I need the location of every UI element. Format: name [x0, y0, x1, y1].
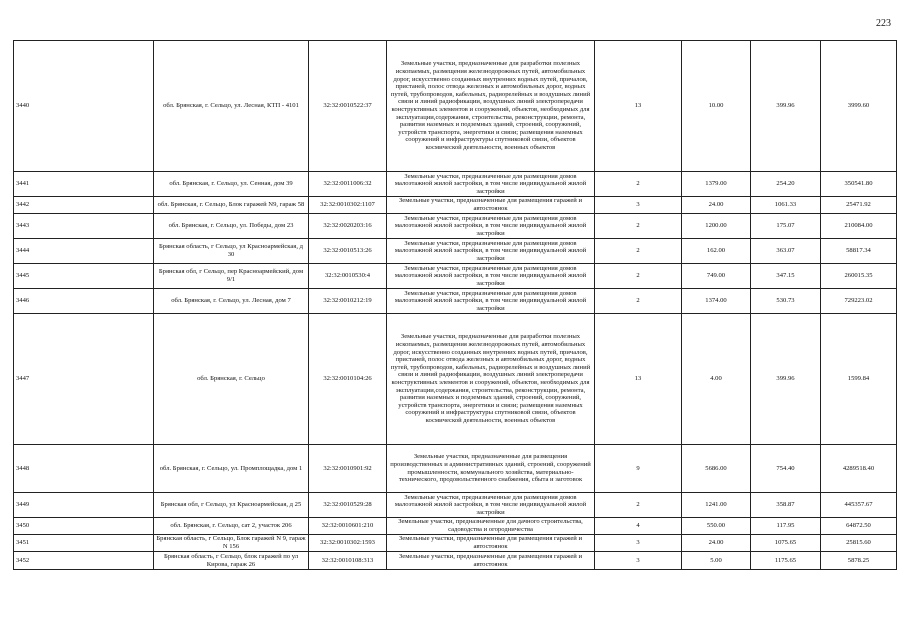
area-cell: 162.00 — [682, 239, 751, 264]
row-number-cell: 3443 — [14, 214, 154, 239]
address-cell: обл. Брянская, г. Сельцо, ул. Сенная, дом 39 — [154, 172, 309, 197]
cadastral-number-cell: 32:32:0011006:32 — [309, 172, 387, 197]
area-cell: 4.00 — [682, 314, 751, 445]
cadastral-number-cell: 32:32:0010108:313 — [309, 552, 387, 570]
value-cell: 25471.92 — [821, 197, 897, 214]
category-cell: 2 — [595, 239, 682, 264]
row-number-cell: 3448 — [14, 445, 154, 493]
area-cell: 1379.00 — [682, 172, 751, 197]
cadastral-number-cell: 32:32:0010601:210 — [309, 518, 387, 535]
rate-cell: 1075.65 — [751, 535, 821, 552]
category-cell: 2 — [595, 493, 682, 518]
table-row — [14, 445, 897, 493]
permitted-use-cell: Земельные участки, предназначенные для размещения гаражей и автостоянок — [387, 197, 595, 214]
address-cell: обл. Брянская, г. Сельцо, ул. Промплощадка, дом 1 — [154, 445, 309, 493]
value-cell: 1599.84 — [821, 314, 897, 445]
category-cell: 13 — [595, 41, 682, 172]
value-cell: 25815.60 — [821, 535, 897, 552]
rate-cell: 254.20 — [751, 172, 821, 197]
cadastral-number-cell: 32:32:0010104:26 — [309, 314, 387, 445]
category-cell: 3 — [595, 197, 682, 214]
rate-cell: 399.96 — [751, 314, 821, 445]
table-row — [14, 535, 897, 552]
permitted-use-cell: Земельные участки, предназначенные для размещения домов малоэтажной жилой застройки, в том числе индивидуальной жилой застройки — [387, 172, 595, 197]
rate-cell: 1175.65 — [751, 552, 821, 570]
table-row — [14, 264, 897, 289]
rate-cell: 363.07 — [751, 239, 821, 264]
row-number-cell: 3452 — [14, 552, 154, 570]
value-cell: 3999.60 — [821, 41, 897, 172]
cadastral-number-cell: 32:32:0010901:92 — [309, 445, 387, 493]
address-cell: обл. Брянская, г. Сельцо — [154, 314, 309, 445]
row-number-cell: 3445 — [14, 264, 154, 289]
row-number-cell: 3440 — [14, 41, 154, 172]
table-row — [14, 172, 897, 197]
address-cell: Брянская обл, г Сельцо, ул Красноармейская, д 25 — [154, 493, 309, 518]
value-cell: 4289518.40 — [821, 445, 897, 493]
permitted-use-cell: Земельные участки, предназначенные для размещения домов малоэтажной жилой застройки, в том числе индивидуальной жилой застройки — [387, 289, 595, 314]
row-number-cell: 3444 — [14, 239, 154, 264]
permitted-use-cell: Земельные участки, предназначенные для размещения домов малоэтажной жилой застройки, в том числе индивидуальной жилой застройки — [387, 264, 595, 289]
address-cell: обл. Брянская, г. Сельцо, сат 2, участок 206 — [154, 518, 309, 535]
table-row — [14, 289, 897, 314]
table-row — [14, 239, 897, 264]
value-cell: 64872.50 — [821, 518, 897, 535]
address-cell: обл. Брянская, г. Сельцо, ул. Победы, дом 23 — [154, 214, 309, 239]
value-cell: 5878.25 — [821, 552, 897, 570]
permitted-use-cell: Земельные участки, предназначенные для размещения домов малоэтажной жилой застройки, в том числе индивидуальной жилой застройки — [387, 214, 595, 239]
row-number-cell: 3451 — [14, 535, 154, 552]
register-table — [13, 40, 897, 570]
permitted-use-cell: Земельные участки, предназначенные для размещения производственных и административных зданий, строений, сооружений промышленности, коммунального хозяйства, материально-технического, продовольственного снабжения, сбыта и заготовок — [387, 445, 595, 493]
permitted-use-cell: Земельные участки, предназначенные для дачного строительства, садоводства и огородничества — [387, 518, 595, 535]
cadastral-number-cell: 32:32:0010302:1593 — [309, 535, 387, 552]
address-cell: Брянская обл, г Сельцо, пер Красноармейский, дом 9/1 — [154, 264, 309, 289]
category-cell: 3 — [595, 552, 682, 570]
row-number-cell: 3442 — [14, 197, 154, 214]
permitted-use-cell: Земельные участки, предназначенные для разработки полезных ископаемых, размещения железнодорожных путей, автомобильных дорог, искусственно созданных внутренних водных путей, причалов, пристаней, полос отвода железных и автомобильных дорог, водных путей, трубопроводов, кабельных, радиорелейных и воздушных линий связи и линий радиофикации, воздушных линий электропередачи конструктивных элементов и сооружений, объектов, необходимых для эксплуатации,содержания, строительства, реконструкции, ремонта, развития наземных и подземных зданий, строений, сооружений, устройств транспорта, энергетики и связи; размещения наземных сооружений и инфраструктуры спутниковой связи, объектов космической деятельности, военных объектов — [387, 41, 595, 172]
area-cell: 24.00 — [682, 197, 751, 214]
area-cell: 5.00 — [682, 552, 751, 570]
area-cell: 10.00 — [682, 41, 751, 172]
rate-cell: 530.73 — [751, 289, 821, 314]
cadastral-number-cell: 32:32:0010530:4 — [309, 264, 387, 289]
page-number: 223 — [876, 18, 891, 29]
cadastral-number-cell: 32:32:0010212:19 — [309, 289, 387, 314]
rate-cell: 117.95 — [751, 518, 821, 535]
table-row — [14, 197, 897, 214]
cadastral-number-cell: 32:32:0010529:28 — [309, 493, 387, 518]
category-cell: 2 — [595, 214, 682, 239]
rate-cell: 358.87 — [751, 493, 821, 518]
table-row — [14, 214, 897, 239]
permitted-use-cell: Земельные участки, предназначенные для разработки полезных ископаемых, размещения железнодорожных путей, автомобильных дорог, искусственно созданных внутренних водных путей, причалов, пристаней, полос отвода железных и автомобильных дорог, водных путей, трубопроводов, кабельных, радиорелейных и воздушных линий связи и линий радиофикации, воздушных линий электропередачи конструктивных элементов и сооружений, объектов, необходимых для эксплуатации,содержания, строительства, реконструкции, ремонта, развития наземных и подземных зданий, строений, сооружений, устройств транспорта, энергетики и связи; размещения наземных сооружений и инфраструктуры спутниковой связи, объектов космической деятельности, военных объектов — [387, 314, 595, 445]
permitted-use-cell: Земельные участки, предназначенные для размещения домов малоэтажной жилой застройки, в том числе индивидуальной жилой застройки — [387, 239, 595, 264]
area-cell: 5686.00 — [682, 445, 751, 493]
cadastral-number-cell: 32:32:0010302:1107 — [309, 197, 387, 214]
permitted-use-cell: Земельные участки, предназначенные для размещения домов малоэтажной жилой застройки, в том числе индивидуальной жилой застройки — [387, 493, 595, 518]
permitted-use-cell: Земельные участки, предназначенные для размещения гаражей и автостоянок — [387, 552, 595, 570]
value-cell: 729223.02 — [821, 289, 897, 314]
address-cell: обл. Брянская, г. Сельцо, ул. Лесная, дом 7 — [154, 289, 309, 314]
rate-cell: 399.96 — [751, 41, 821, 172]
permitted-use-cell: Земельные участки, предназначенные для размещения гаражей и автостоянок — [387, 535, 595, 552]
area-cell: 24.00 — [682, 535, 751, 552]
row-number-cell: 3446 — [14, 289, 154, 314]
row-number-cell: 3447 — [14, 314, 154, 445]
table-row — [14, 314, 897, 445]
table-row — [14, 493, 897, 518]
row-number-cell: 3441 — [14, 172, 154, 197]
value-cell: 210084.00 — [821, 214, 897, 239]
rate-cell: 1061.33 — [751, 197, 821, 214]
area-cell: 550.00 — [682, 518, 751, 535]
address-cell: Брянская область, г Сельцо, ул Красноармейская, д 30 — [154, 239, 309, 264]
cadastral-number-cell: 32:32:0010522:37 — [309, 41, 387, 172]
area-cell: 1241.00 — [682, 493, 751, 518]
address-cell: Брянская область, г Сельцо, Блок гаражей N 9, гараж N 156 — [154, 535, 309, 552]
area-cell: 1374.00 — [682, 289, 751, 314]
address-cell: обл. Брянская, г. Сельцо, Блок гаражей N9, гараж 58 — [154, 197, 309, 214]
value-cell: 260015.35 — [821, 264, 897, 289]
category-cell: 3 — [595, 535, 682, 552]
row-number-cell: 3450 — [14, 518, 154, 535]
value-cell: 445357.67 — [821, 493, 897, 518]
cadastral-number-cell: 32:32:0010513:26 — [309, 239, 387, 264]
table-row — [14, 518, 897, 535]
category-cell: 2 — [595, 289, 682, 314]
category-cell: 13 — [595, 314, 682, 445]
area-cell: 1200.00 — [682, 214, 751, 239]
row-number-cell: 3449 — [14, 493, 154, 518]
address-cell: Брянская область, г Сельцо, блок гаражей по ул Кирова, гараж 26 — [154, 552, 309, 570]
rate-cell: 175.07 — [751, 214, 821, 239]
rate-cell: 347.15 — [751, 264, 821, 289]
category-cell: 4 — [595, 518, 682, 535]
value-cell: 58817.34 — [821, 239, 897, 264]
address-cell: обл. Брянская, г. Сельцо, ул. Лесная, КТП - 4101 — [154, 41, 309, 172]
cadastral-number-cell: 32:32:0020203:16 — [309, 214, 387, 239]
rate-cell: 754.40 — [751, 445, 821, 493]
value-cell: 350541.80 — [821, 172, 897, 197]
area-cell: 749.00 — [682, 264, 751, 289]
category-cell: 9 — [595, 445, 682, 493]
table-row — [14, 41, 897, 172]
category-cell: 2 — [595, 172, 682, 197]
category-cell: 2 — [595, 264, 682, 289]
table-row — [14, 552, 897, 570]
